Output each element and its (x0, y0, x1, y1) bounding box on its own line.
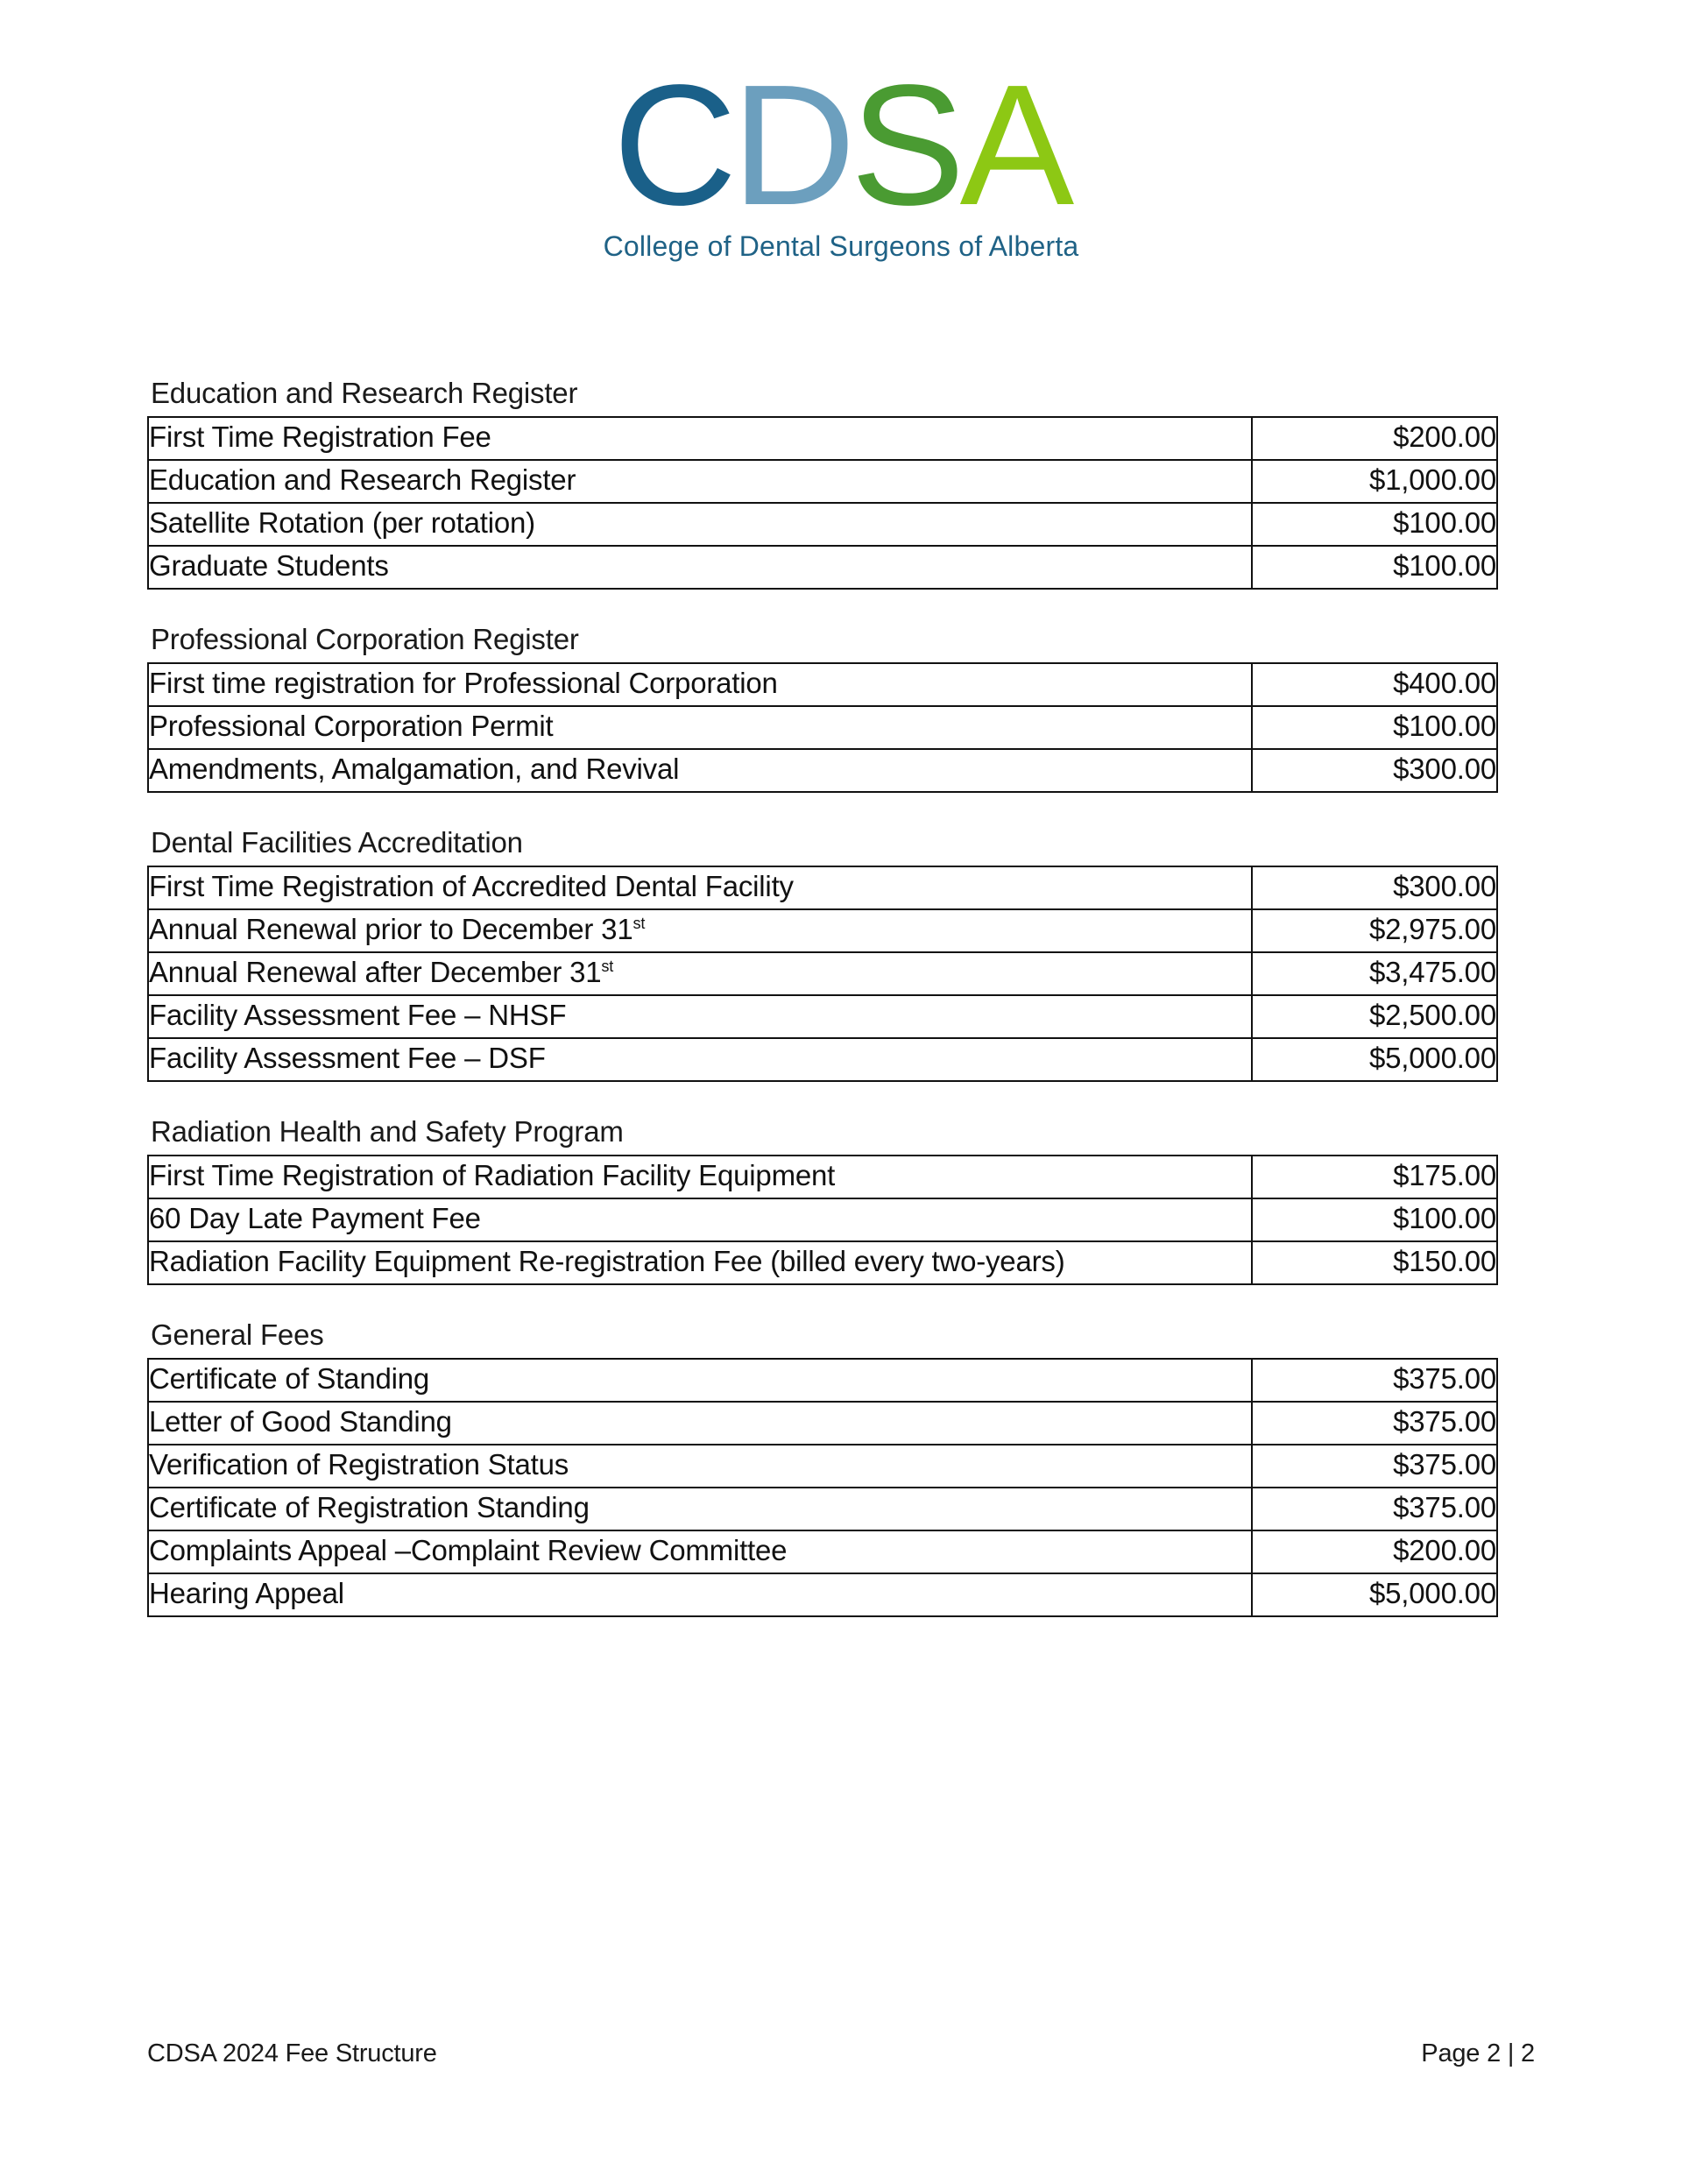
table-row (148, 706, 1497, 749)
fee-amount-cell: $150.00 (1252, 1241, 1497, 1284)
fee-section (147, 1117, 1496, 1285)
fee-label-cell: First Time Registration Fee (148, 417, 1252, 460)
fee-table (147, 1358, 1498, 1617)
fee-label-cell: Amendments, Amalgamation, and Revival (148, 749, 1252, 792)
fee-amount-cell: $375.00 (1252, 1445, 1497, 1488)
fee-label-ordinal-suffix: st (601, 957, 614, 975)
fee-amount-cell: $2,500.00 (1252, 995, 1497, 1038)
fee-section (147, 1320, 1496, 1617)
fee-table (147, 416, 1498, 590)
fee-amount-cell: $400.00 (1252, 663, 1497, 706)
table-row (148, 1530, 1497, 1573)
fee-label-cell: First Time Registration of Accredited Dental Facility (148, 866, 1252, 909)
fee-section (147, 828, 1496, 1082)
logo-letter-d: D (731, 49, 851, 241)
section-heading: General Fees (151, 1318, 324, 1351)
fee-amount-cell: $2,975.00 (1252, 909, 1497, 952)
fee-table (147, 662, 1498, 793)
section-heading: Radiation Health and Safety Program (151, 1115, 624, 1148)
fee-amount-cell: $100.00 (1252, 1198, 1497, 1241)
fee-label-cell: Facility Assessment Fee – NHSF (148, 995, 1252, 1038)
table-row (148, 1198, 1497, 1241)
logo-wordmark (612, 49, 1070, 241)
fee-label-cell (148, 909, 1252, 952)
fee-label-cell: Certificate of Registration Standing (148, 1488, 1252, 1530)
table-row (148, 952, 1497, 995)
section-heading: Education and Research Register (151, 377, 578, 409)
fee-amount-cell: $100.00 (1252, 503, 1497, 546)
table-row (148, 503, 1497, 546)
fee-amount-cell: $100.00 (1252, 546, 1497, 589)
fee-label-cell: Radiation Facility Equipment Re-registration Fee (billed every two-years) (148, 1241, 1252, 1284)
fee-label-cell: Education and Research Register (148, 460, 1252, 503)
fee-label-cell: Professional Corporation Permit (148, 706, 1252, 749)
fee-structure-content (147, 378, 1496, 1617)
table-row (148, 749, 1497, 792)
fee-label-cell: 60 Day Late Payment Fee (148, 1198, 1252, 1241)
table-row (148, 1359, 1497, 1402)
table-row (148, 1445, 1497, 1488)
fee-amount-cell: $5,000.00 (1252, 1038, 1497, 1081)
table-row (148, 909, 1497, 952)
fee-table (147, 866, 1498, 1082)
table-row (148, 663, 1497, 706)
table-row (148, 546, 1497, 589)
fee-amount-cell: $200.00 (1252, 417, 1497, 460)
fee-amount-cell: $3,475.00 (1252, 952, 1497, 995)
table-row (148, 1156, 1497, 1198)
fee-amount-cell: $1,000.00 (1252, 460, 1497, 503)
section-heading: Dental Facilities Accreditation (151, 826, 523, 859)
table-row (148, 995, 1497, 1038)
fee-amount-cell: $200.00 (1252, 1530, 1497, 1573)
fee-label-cell (148, 952, 1252, 995)
fee-label-cell: First Time Registration of Radiation Facility Equipment (148, 1156, 1252, 1198)
footer-document-title: CDSA 2024 Fee Structure (147, 2039, 437, 2067)
page-footer (147, 2039, 1535, 2068)
fee-label-cell: Letter of Good Standing (148, 1402, 1252, 1445)
table-row (148, 417, 1497, 460)
table-row (148, 1402, 1497, 1445)
fee-amount-cell: $300.00 (1252, 866, 1497, 909)
fee-amount-cell: $5,000.00 (1252, 1573, 1497, 1616)
fee-amount-cell: $375.00 (1252, 1402, 1497, 1445)
fee-label-cell: Satellite Rotation (per rotation) (148, 503, 1252, 546)
table-row (148, 1038, 1497, 1081)
fee-amount-cell: $175.00 (1252, 1156, 1497, 1198)
fee-section (147, 378, 1496, 590)
table-row (148, 1573, 1497, 1616)
logo-letter-a: A (959, 49, 1070, 241)
fee-label-ordinal-suffix: st (633, 914, 646, 932)
table-row (148, 1241, 1497, 1284)
fee-label-cell: Complaints Appeal –Complaint Review Committee (148, 1530, 1252, 1573)
logo-tagline: College of Dental Surgeons of Alberta (603, 230, 1079, 262)
fee-label-cell: First time registration for Professional Corporation (148, 663, 1252, 706)
footer-page-number: Page 2 | 2 (1421, 2039, 1535, 2067)
section-heading: Professional Corporation Register (151, 623, 579, 655)
fee-label-text: Annual Renewal prior to December 31 (149, 912, 633, 945)
fee-label-cell: Certificate of Standing (148, 1359, 1252, 1402)
cdsa-logo (0, 49, 1682, 263)
logo-letter-c: C (612, 49, 732, 241)
table-row (148, 460, 1497, 503)
fee-label-text: Annual Renewal after December 31 (149, 955, 602, 988)
fee-amount-cell: $375.00 (1252, 1488, 1497, 1530)
fee-label-cell: Hearing Appeal (148, 1573, 1252, 1616)
logo-letter-s: S (850, 49, 960, 241)
fee-table (147, 1155, 1498, 1285)
fee-section (147, 625, 1496, 793)
fee-label-cell: Verification of Registration Status (148, 1445, 1252, 1488)
table-row (148, 1488, 1497, 1530)
fee-label-cell: Facility Assessment Fee – DSF (148, 1038, 1252, 1081)
fee-amount-cell: $100.00 (1252, 706, 1497, 749)
fee-label-cell: Graduate Students (148, 546, 1252, 589)
table-row (148, 866, 1497, 909)
fee-amount-cell: $375.00 (1252, 1359, 1497, 1402)
fee-amount-cell: $300.00 (1252, 749, 1497, 792)
